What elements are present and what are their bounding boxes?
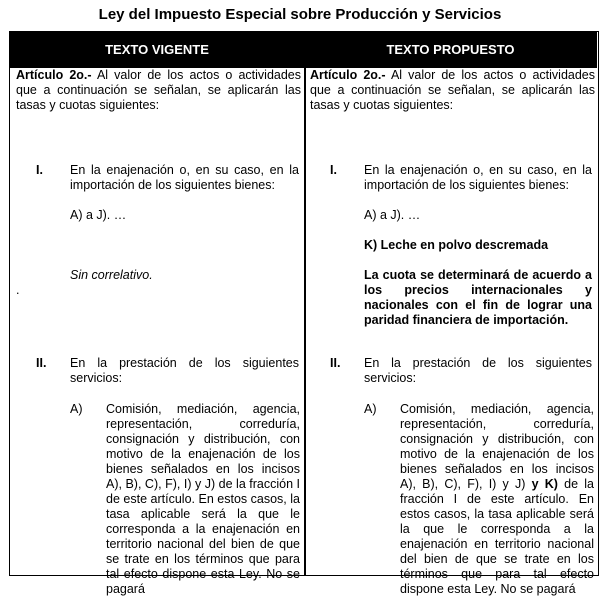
- inciso-a-text-part1: Comisión, mediación, agencia, representación, correduría, consignación y distribución, con motivo de la enajenación de los bienes señalados en los incisos A), B), C), F), I) y J): [400, 402, 594, 491]
- article-2-paragraph: [310, 68, 595, 113]
- comparison-table: [9, 31, 599, 596]
- inciso-a-label: A): [364, 402, 377, 416]
- inciso-a-text: Comisión, mediación, agencia, representación, correduría, consignación y distribución, con motivo de la enajenación de los bienes señalados en los incisos A), B), C), F), I) y J) de la fracción I de este artículo. En estos casos, la tasa aplicable será la que le corresponda a la enajenación en territorio nacional del bien de que se trate en los términos que para tal efecto dispone esta Ley. No se pagará: [106, 402, 300, 596]
- inciso-a-k-addition: y K): [525, 477, 558, 491]
- header-texto-propuesto: TEXTO PROPUESTO: [304, 32, 597, 68]
- article-label: Artículo 2o.-: [310, 68, 386, 82]
- sin-correlativo: Sin correlativo.: [70, 268, 153, 282]
- fraccion-i-text: En la enajenación o, en su caso, en la importación de los siguientes bienes:: [364, 163, 592, 192]
- header-texto-vigente: TEXTO VIGENTE: [10, 32, 304, 68]
- article-text: Al valor de los actos o actividades que a continuación se señalan, se aplicarán las tasas y cuotas siguientes:: [16, 68, 301, 112]
- stray-dot: .: [16, 283, 20, 297]
- inciso-a-label: A): [70, 402, 83, 416]
- fraccion-i-number: I.: [36, 163, 43, 177]
- fraccion-ii-text: En la prestación de los siguientes servicios:: [364, 356, 592, 385]
- incisos-a-j: A) a J). …: [364, 208, 421, 222]
- fraccion-ii-number: II.: [330, 356, 341, 370]
- column-divider: [304, 32, 306, 575]
- article-text: Al valor de los actos o actividades que a continuación se señalan, se aplicarán las tasas y cuotas siguientes:: [310, 68, 595, 112]
- inciso-a-text-part2: de la fracción I de este artículo. En estos casos, la tasa aplicable será la que le corresponda a la enajenación en territorio nacional del bien de que se trate en los términos que para tal efecto dispone esta Ley. No se pagará: [400, 477, 594, 596]
- fraccion-ii-number: II.: [36, 356, 47, 370]
- fraccion-ii-text: En la prestación de los siguientes servicios:: [70, 356, 299, 385]
- cuota-paragraph: La cuota se determinará de acuerdo a los precios internacionales y nacionales con el fin de lograr una paridad financiera de importación.: [364, 268, 592, 327]
- inciso-k-leche: K) Leche en polvo descremada: [364, 238, 549, 252]
- fraccion-i-text: En la enajenación o, en su caso, en la importación de los siguientes bienes:: [70, 163, 299, 192]
- document-title: Ley del Impuesto Especial sobre Producción y Servicios: [98, 6, 502, 23]
- article-2-paragraph: [16, 68, 301, 113]
- fraccion-i-number: I.: [330, 163, 337, 177]
- incisos-a-j: A) a J). …: [70, 208, 127, 222]
- inciso-a-text: [400, 402, 594, 597]
- article-label: Artículo 2o.-: [16, 68, 92, 82]
